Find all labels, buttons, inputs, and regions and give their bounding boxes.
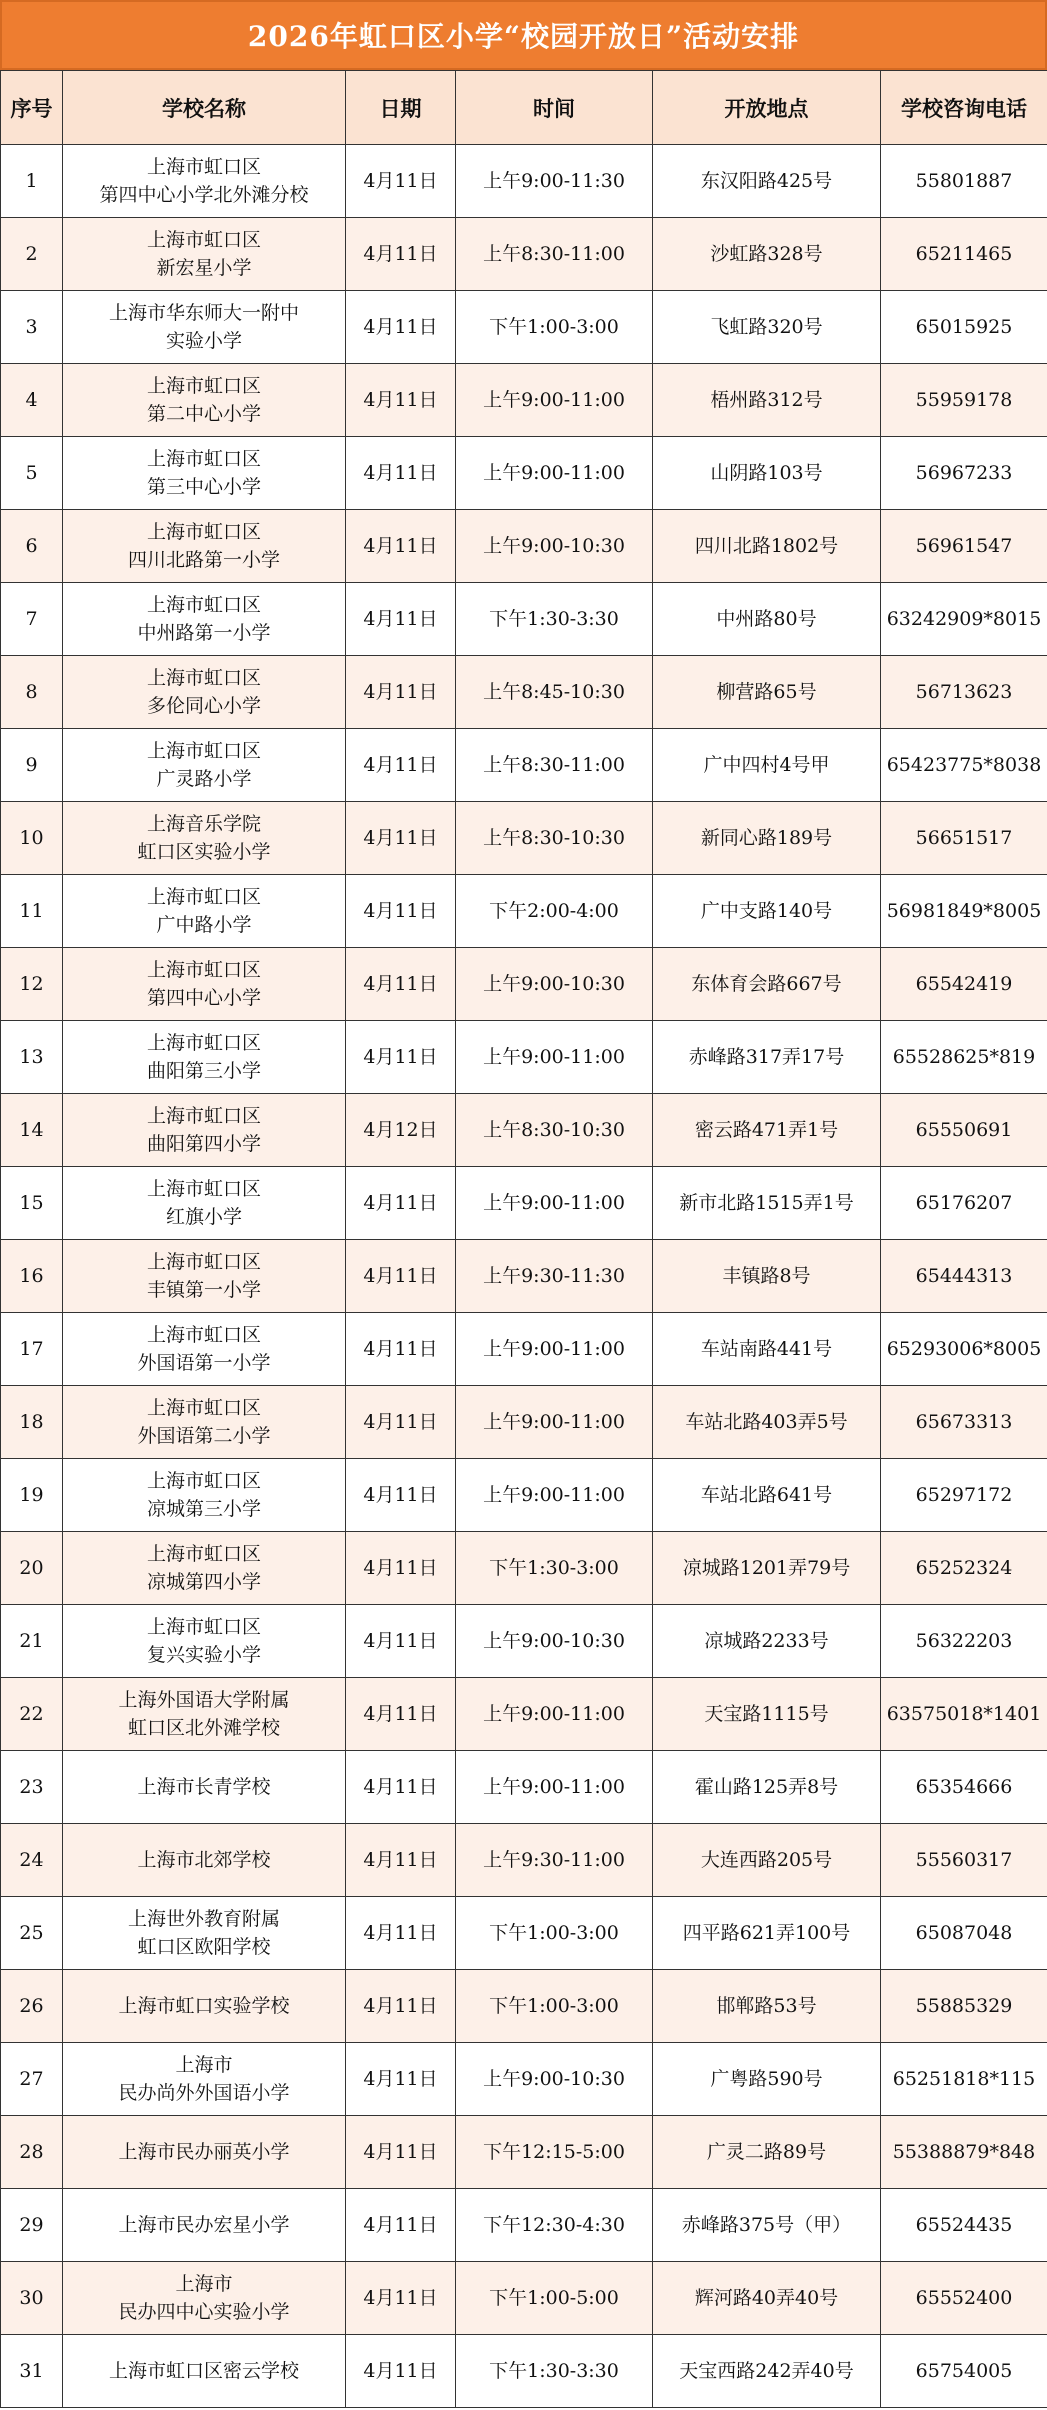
cell-date: 4月11日 [346, 2335, 456, 2408]
table-row [1, 510, 1047, 583]
cell-time: 上午9:00-11:30 [456, 145, 653, 218]
cell-phone: 65354666 [881, 1751, 1047, 1824]
cell-location: 东体育会路667号 [653, 948, 881, 1021]
table-row [1, 1751, 1047, 1824]
cell-date: 4月11日 [346, 875, 456, 948]
cell-phone: 65673313 [881, 1386, 1047, 1459]
cell-time: 上午9:00-11:00 [456, 437, 653, 510]
cell-school: 上海市虹口区 第二中心小学 [63, 364, 346, 437]
cell-school: 上海市虹口区密云学校 [63, 2335, 346, 2408]
cell-time: 上午9:00-11:00 [456, 1313, 653, 1386]
cell-no: 26 [1, 1970, 63, 2043]
cell-date: 4月11日 [346, 1386, 456, 1459]
cell-phone: 55388879*848 [881, 2116, 1047, 2189]
cell-no: 4 [1, 364, 63, 437]
header-date: 日期 [346, 71, 456, 145]
cell-location: 广中四村4号甲 [653, 729, 881, 802]
cell-time: 下午1:30-3:00 [456, 1532, 653, 1605]
cell-time: 上午9:00-11:00 [456, 364, 653, 437]
cell-date: 4月11日 [346, 1678, 456, 1751]
cell-school: 上海外国语大学附属 虹口区北外滩学校 [63, 1678, 346, 1751]
cell-school: 上海市长青学校 [63, 1751, 346, 1824]
cell-phone: 65550691 [881, 1094, 1047, 1167]
cell-location: 赤峰路317弄17号 [653, 1021, 881, 1094]
cell-date: 4月11日 [346, 145, 456, 218]
cell-phone: 65524435 [881, 2189, 1047, 2262]
cell-school: 上海市虹口区 多伦同心小学 [63, 656, 346, 729]
cell-location: 霍山路125弄8号 [653, 1751, 881, 1824]
cell-time: 上午8:30-11:00 [456, 218, 653, 291]
cell-no: 21 [1, 1605, 63, 1678]
cell-location: 东汉阳路425号 [653, 145, 881, 218]
table-row [1, 1605, 1047, 1678]
cell-phone: 65211465 [881, 218, 1047, 291]
cell-time: 上午9:30-11:30 [456, 1240, 653, 1313]
table-row [1, 1240, 1047, 1313]
cell-phone: 65542419 [881, 948, 1047, 1021]
header-no: 序号 [1, 71, 63, 145]
cell-no: 17 [1, 1313, 63, 1386]
cell-location: 天宝西路242弄40号 [653, 2335, 881, 2408]
cell-location: 车站北路641号 [653, 1459, 881, 1532]
cell-no: 20 [1, 1532, 63, 1605]
cell-time: 下午1:00-3:00 [456, 1897, 653, 1970]
cell-time: 上午9:00-11:00 [456, 1678, 653, 1751]
cell-location: 赤峰路375号（甲） [653, 2189, 881, 2262]
cell-phone: 65423775*8038 [881, 729, 1047, 802]
cell-school: 上海市虹口区 丰镇第一小学 [63, 1240, 346, 1313]
table-row [1, 802, 1047, 875]
cell-date: 4月11日 [346, 510, 456, 583]
cell-no: 2 [1, 218, 63, 291]
cell-location: 车站北路403弄5号 [653, 1386, 881, 1459]
cell-location: 邯郸路53号 [653, 1970, 881, 2043]
cell-time: 下午12:15-5:00 [456, 2116, 653, 2189]
cell-phone: 56967233 [881, 437, 1047, 510]
cell-school: 上海市虹口区 第三中心小学 [63, 437, 346, 510]
cell-time: 上午9:00-11:00 [456, 1751, 653, 1824]
cell-phone: 65015925 [881, 291, 1047, 364]
table-row [1, 218, 1047, 291]
cell-location: 凉城路1201弄79号 [653, 1532, 881, 1605]
cell-date: 4月11日 [346, 656, 456, 729]
cell-location: 山阴路103号 [653, 437, 881, 510]
cell-date: 4月11日 [346, 218, 456, 291]
table-row [1, 1313, 1047, 1386]
schedule-table [0, 70, 1047, 2408]
cell-time: 上午9:00-10:30 [456, 948, 653, 1021]
cell-time: 上午8:30-10:30 [456, 1094, 653, 1167]
cell-time: 下午1:00-3:00 [456, 291, 653, 364]
table-row [1, 1532, 1047, 1605]
cell-no: 30 [1, 2262, 63, 2335]
cell-school: 上海市虹口区 四川北路第一小学 [63, 510, 346, 583]
table-row [1, 948, 1047, 1021]
cell-date: 4月11日 [346, 1751, 456, 1824]
cell-time: 上午9:30-11:00 [456, 1824, 653, 1897]
cell-no: 24 [1, 1824, 63, 1897]
table-row [1, 1678, 1047, 1751]
cell-date: 4月11日 [346, 1021, 456, 1094]
table-row [1, 2262, 1047, 2335]
cell-school: 上海世外教育附属 虹口区欧阳学校 [63, 1897, 346, 1970]
cell-school: 上海市虹口区 曲阳第三小学 [63, 1021, 346, 1094]
header-phone: 学校咨询电话 [881, 71, 1047, 145]
cell-school: 上海市虹口区 复兴实验小学 [63, 1605, 346, 1678]
cell-date: 4月11日 [346, 583, 456, 656]
cell-school: 上海市虹口区 中州路第一小学 [63, 583, 346, 656]
cell-school: 上海市 民办四中心实验小学 [63, 2262, 346, 2335]
cell-location: 中州路80号 [653, 583, 881, 656]
cell-no: 28 [1, 2116, 63, 2189]
cell-no: 18 [1, 1386, 63, 1459]
cell-date: 4月11日 [346, 948, 456, 1021]
table-row [1, 291, 1047, 364]
cell-location: 广中支路140号 [653, 875, 881, 948]
cell-school: 上海市虹口实验学校 [63, 1970, 346, 2043]
cell-no: 16 [1, 1240, 63, 1313]
cell-time: 上午9:00-10:30 [456, 510, 653, 583]
cell-date: 4月11日 [346, 291, 456, 364]
cell-phone: 55885329 [881, 1970, 1047, 2043]
cell-school: 上海市北郊学校 [63, 1824, 346, 1897]
cell-date: 4月11日 [346, 1532, 456, 1605]
cell-phone: 65251818*115 [881, 2043, 1047, 2116]
table-header-row [1, 71, 1047, 145]
cell-phone: 56981849*8005 [881, 875, 1047, 948]
cell-phone: 55560317 [881, 1824, 1047, 1897]
cell-location: 沙虹路328号 [653, 218, 881, 291]
cell-no: 27 [1, 2043, 63, 2116]
table-row [1, 145, 1047, 218]
cell-time: 上午9:00-11:00 [456, 1021, 653, 1094]
cell-date: 4月11日 [346, 437, 456, 510]
cell-location: 新同心路189号 [653, 802, 881, 875]
cell-location: 梧州路312号 [653, 364, 881, 437]
cell-time: 上午8:45-10:30 [456, 656, 653, 729]
cell-location: 四川北路1802号 [653, 510, 881, 583]
cell-phone: 65754005 [881, 2335, 1047, 2408]
table-row [1, 364, 1047, 437]
cell-phone: 65087048 [881, 1897, 1047, 1970]
cell-no: 31 [1, 2335, 63, 2408]
header-school: 学校名称 [63, 71, 346, 145]
cell-no: 3 [1, 291, 63, 364]
cell-no: 6 [1, 510, 63, 583]
header-location: 开放地点 [653, 71, 881, 145]
cell-location: 新市北路1515弄1号 [653, 1167, 881, 1240]
cell-time: 下午2:00-4:00 [456, 875, 653, 948]
table-row [1, 875, 1047, 948]
table-row [1, 656, 1047, 729]
cell-school: 上海市虹口区 凉城第三小学 [63, 1459, 346, 1532]
cell-no: 13 [1, 1021, 63, 1094]
cell-no: 29 [1, 2189, 63, 2262]
cell-time: 下午1:30-3:30 [456, 2335, 653, 2408]
cell-location: 柳营路65号 [653, 656, 881, 729]
cell-no: 8 [1, 656, 63, 729]
cell-school: 上海市民办丽英小学 [63, 2116, 346, 2189]
page-title: 2026年虹口区小学“校园开放日”活动安排 [0, 0, 1047, 70]
cell-phone: 65297172 [881, 1459, 1047, 1532]
table-row [1, 1970, 1047, 2043]
table-row [1, 1386, 1047, 1459]
cell-location: 车站南路441号 [653, 1313, 881, 1386]
cell-phone: 65293006*8005 [881, 1313, 1047, 1386]
cell-location: 广粤路590号 [653, 2043, 881, 2116]
cell-date: 4月11日 [346, 2262, 456, 2335]
cell-location: 凉城路2233号 [653, 1605, 881, 1678]
cell-date: 4月11日 [346, 1167, 456, 1240]
cell-phone: 55959178 [881, 364, 1047, 437]
cell-no: 12 [1, 948, 63, 1021]
cell-location: 大连西路205号 [653, 1824, 881, 1897]
cell-no: 25 [1, 1897, 63, 1970]
cell-time: 上午9:00-10:30 [456, 1605, 653, 1678]
cell-phone: 56322203 [881, 1605, 1047, 1678]
cell-no: 9 [1, 729, 63, 802]
cell-location: 丰镇路8号 [653, 1240, 881, 1313]
cell-phone: 63575018*1401 [881, 1678, 1047, 1751]
cell-no: 7 [1, 583, 63, 656]
cell-phone: 56713623 [881, 656, 1047, 729]
cell-school: 上海市虹口区 新宏星小学 [63, 218, 346, 291]
cell-no: 10 [1, 802, 63, 875]
cell-date: 4月11日 [346, 364, 456, 437]
cell-school: 上海市虹口区 凉城第四小学 [63, 1532, 346, 1605]
cell-time: 上午9:00-11:00 [456, 1386, 653, 1459]
cell-phone: 55801887 [881, 145, 1047, 218]
cell-phone: 65552400 [881, 2262, 1047, 2335]
cell-location: 飞虹路320号 [653, 291, 881, 364]
cell-school: 上海市华东师大一附中 实验小学 [63, 291, 346, 364]
cell-phone: 65444313 [881, 1240, 1047, 1313]
cell-school: 上海市虹口区 广中路小学 [63, 875, 346, 948]
table-row [1, 1167, 1047, 1240]
cell-time: 上午8:30-10:30 [456, 802, 653, 875]
table-row [1, 1021, 1047, 1094]
cell-phone: 56961547 [881, 510, 1047, 583]
cell-school: 上海市虹口区 外国语第一小学 [63, 1313, 346, 1386]
header-time: 时间 [456, 71, 653, 145]
cell-location: 天宝路1115号 [653, 1678, 881, 1751]
cell-date: 4月11日 [346, 1897, 456, 1970]
cell-location: 密云路471弄1号 [653, 1094, 881, 1167]
cell-school: 上海市虹口区 红旗小学 [63, 1167, 346, 1240]
cell-phone: 65176207 [881, 1167, 1047, 1240]
cell-time: 上午9:00-11:00 [456, 1167, 653, 1240]
cell-date: 4月11日 [346, 1970, 456, 2043]
cell-phone: 56651517 [881, 802, 1047, 875]
cell-no: 11 [1, 875, 63, 948]
cell-date: 4月11日 [346, 2189, 456, 2262]
cell-school: 上海市虹口区 广灵路小学 [63, 729, 346, 802]
cell-date: 4月12日 [346, 1094, 456, 1167]
cell-date: 4月11日 [346, 1313, 456, 1386]
cell-time: 下午1:00-5:00 [456, 2262, 653, 2335]
cell-phone: 63242909*8015 [881, 583, 1047, 656]
cell-school: 上海市民办宏星小学 [63, 2189, 346, 2262]
cell-school: 上海市虹口区 外国语第二小学 [63, 1386, 346, 1459]
table-row [1, 729, 1047, 802]
table-row [1, 437, 1047, 510]
cell-date: 4月11日 [346, 1605, 456, 1678]
cell-location: 四平路621弄100号 [653, 1897, 881, 1970]
cell-date: 4月11日 [346, 1824, 456, 1897]
table-row [1, 1824, 1047, 1897]
table-row [1, 2189, 1047, 2262]
cell-no: 1 [1, 145, 63, 218]
cell-no: 14 [1, 1094, 63, 1167]
cell-date: 4月11日 [346, 802, 456, 875]
table-row [1, 583, 1047, 656]
table-row [1, 1459, 1047, 1532]
cell-time: 上午9:00-10:30 [456, 2043, 653, 2116]
cell-location: 辉河路40弄40号 [653, 2262, 881, 2335]
cell-date: 4月11日 [346, 729, 456, 802]
cell-phone: 65252324 [881, 1532, 1047, 1605]
table-row [1, 2335, 1047, 2408]
table-row [1, 2043, 1047, 2116]
cell-date: 4月11日 [346, 2043, 456, 2116]
cell-time: 下午1:00-3:00 [456, 1970, 653, 2043]
cell-no: 15 [1, 1167, 63, 1240]
table-row [1, 2116, 1047, 2189]
cell-location: 广灵二路89号 [653, 2116, 881, 2189]
cell-no: 5 [1, 437, 63, 510]
cell-time: 下午12:30-4:30 [456, 2189, 653, 2262]
cell-school: 上海市虹口区 第四中心小学 [63, 948, 346, 1021]
cell-phone: 65528625*819 [881, 1021, 1047, 1094]
cell-time: 上午8:30-11:00 [456, 729, 653, 802]
cell-date: 4月11日 [346, 2116, 456, 2189]
cell-date: 4月11日 [346, 1240, 456, 1313]
cell-date: 4月11日 [346, 1459, 456, 1532]
table-row [1, 1094, 1047, 1167]
cell-school: 上海市 民办尚外外国语小学 [63, 2043, 346, 2116]
cell-no: 22 [1, 1678, 63, 1751]
cell-school: 上海市虹口区 曲阳第四小学 [63, 1094, 346, 1167]
cell-school: 上海市虹口区 第四中心小学北外滩分校 [63, 145, 346, 218]
cell-no: 19 [1, 1459, 63, 1532]
cell-time: 下午1:30-3:30 [456, 583, 653, 656]
cell-no: 23 [1, 1751, 63, 1824]
table-row [1, 1897, 1047, 1970]
cell-time: 上午9:00-11:00 [456, 1459, 653, 1532]
cell-school: 上海音乐学院 虹口区实验小学 [63, 802, 346, 875]
